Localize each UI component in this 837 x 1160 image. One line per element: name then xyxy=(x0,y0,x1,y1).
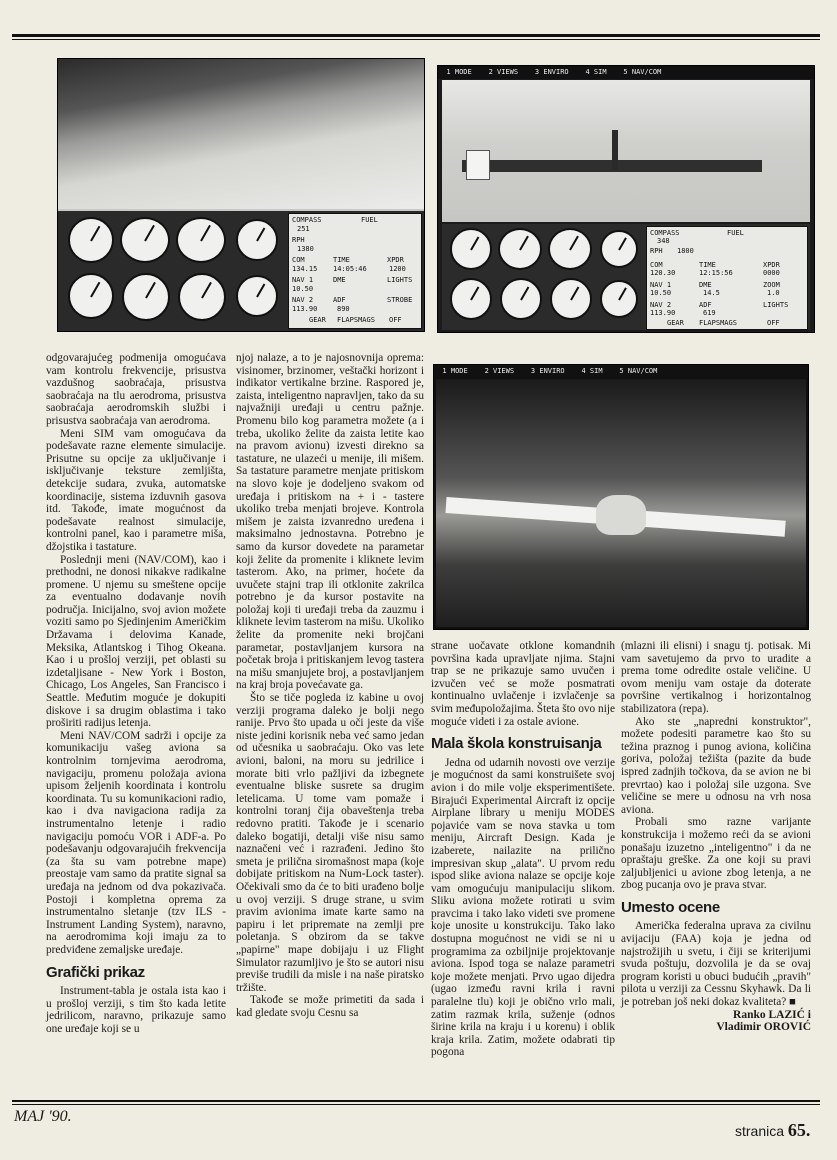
nav1-value: 10.50 xyxy=(292,285,314,293)
gear-label: GEAR xyxy=(667,319,684,327)
nav-gauge-1 xyxy=(600,230,638,268)
fuel-label: FUEL xyxy=(361,216,378,224)
nav2-label: NAV 2 xyxy=(292,296,314,304)
article-column-4 xyxy=(621,640,811,1034)
com-value: 120.30 xyxy=(650,269,676,277)
gear-label: GEAR xyxy=(309,316,326,324)
screenshot-cockpit-2 xyxy=(437,65,815,333)
off-label: OFF xyxy=(767,319,780,327)
altimeter-gauge xyxy=(176,217,226,263)
article-column-2 xyxy=(236,352,424,1019)
compass-value: 348 xyxy=(657,237,670,245)
section-heading: Mala škola konstruisanja xyxy=(431,735,602,753)
zoom-label: ZOOM xyxy=(763,281,780,289)
paragraph: (mlazni ili elisni) i snagu tj. potisak. Mi vam savetujemo da prvo to uradite a prema tome odredite ostale veličine. U ovom meniju vam ostaje da doterate površine vertikalnog i horizontalnog stabilizatora (repa). xyxy=(621,640,811,715)
article-column-1 xyxy=(46,352,226,1035)
com-value: 134.15 xyxy=(292,265,318,273)
paragraph: Probali smo razne varijante konstrukcija i možemo reći da se avioni ponašaju izuzetno „inteligentno" i da ne opraštaju greške. Za one koji su pravi zaljubljenici u avione zbog letenja, a ne zbog pucanja ovo je prava stvar. xyxy=(621,816,811,892)
time-label: TIME xyxy=(699,261,716,269)
compass-label: COMPASS xyxy=(650,229,680,237)
tower xyxy=(612,130,618,170)
time-value: 12:15:56 xyxy=(699,269,733,277)
paragraph: Ako ste „napredni konstruktor", možete podesiti parametre kao što su težina praznog i punog aviona, količina goriva, položaj težišta (pazite da bude ispred zadnjih točkova, da se avion ne bi prevrtao) kao i položaj sile uzgona. Sve veličine se mere u odnosu na vrh nosa aviona. xyxy=(621,715,811,816)
altimeter-gauge xyxy=(548,228,592,270)
dme-label: DME xyxy=(699,281,712,289)
instrument-panel xyxy=(58,211,424,331)
turn-gauge xyxy=(68,273,114,319)
nav-gauge-1 xyxy=(236,219,278,261)
radio-stack xyxy=(646,226,808,330)
vsi-gauge xyxy=(550,278,592,320)
vsi-gauge xyxy=(178,273,226,321)
off-label: OFF xyxy=(389,316,402,324)
adf-value: 619 xyxy=(703,309,716,317)
paragraph: Meni NAV/COM sadrži i opcije za komunikaciju vašeg aviona sa kontrolnim tornjevima aerodroma, navigaciju, promenu položaja aviona upisom željenih koordinata i kontrolu koordinata. Tu su komunikacioni radio, kao i dva navigaciona radija za instrumentalno letenje i radio navigaciju pomoću VOR i ADF-a. Po podešavanju odgovarajućih frekvencija (za šta su vam potrebne mape) preostaje vam samo da pratite signal sa uređaja na jednom od dva pokazivača. Postoji i kompletna oprema za instrumentalno sletanje (tzv ILS - Instrument Landing System), naravno, na aerodromima koji imaju za to predviđene zemaljske uređaje. xyxy=(46,729,226,956)
nav2-value: 113.90 xyxy=(292,305,318,313)
paragraph: Jedna od udarnih novosti ove verzije je mogućnost da sami konstruišete svoj avion i do mile volje eksperimentišete. Birajući Experimental Aircraft iz opcije Airplane library u meniju MODES pojaviće vam se nova stavka u tom meniju, Aircraft Design. Kada je izaberete, nailazite na prilično impresivan skup „alata". U prvom redu ispod slike aviona nalaze se opcije koje vam omogućuju manipulaciju slikom. Sliku aviona možete rotirati u svim pravcima i tako lako videti sve promene koje unosite u konstrukciju. Tako lako dostupna mogućnost ne vidi se ni u programima za ozbiljnije projektovanje aviona. Ispod toga se nalaze parametri koje možete menjati. Prvo ugao dijedra (ugao između ravni krila i ravni paralelne tlu) koji je obično vrlo mali, zatim razmak krila, suženje (odnos širine krila na kraju i u korenu) i oblik kraja krila. Zatim, možete odabrati tip pogona xyxy=(431,756,615,1059)
screenshot-cockpit-1 xyxy=(57,58,425,332)
top-rule-thin xyxy=(12,39,820,40)
lights-label: LIGHTS xyxy=(763,301,789,309)
dme-value: 14.5 xyxy=(703,289,720,297)
building xyxy=(466,150,490,180)
xpdr-label: XPDR xyxy=(387,256,404,264)
bottom-rule-thin xyxy=(12,1104,820,1105)
top-rule xyxy=(12,34,820,37)
section-heading: Umesto ocene xyxy=(621,898,720,916)
issue-label: MAJ '90. xyxy=(14,1108,72,1125)
paragraph: Što se tiče pogleda iz kabine u ovoj verziji programa daleko je bolji nego ranije. Prvo što upada u oči jeste da više niste jedini korisnik neba već samo jedan od učesnika u saobraćaju. Oko vas lete avioni, baloni, na moru su jedrilice i morate biti vrlo pažljivi da izbegnete eventualne bliske susrete sa drugim letelicama. U tome vam pomaže i kontrolni toranj čija obaveštenja treba redovno pratiti. Takođe je i scenario daleko bogatiji, detalji više nisu samo naznačeni već i razrađeni. Jedino što smeta je prilična siromašnost mapa (koje dobijate pritiskom na Num-Lock taster). Očekivali smo da će to biti urađeno bolje u ovoj verziji. S druge strane, u svim pravim avionima imate karte samo na papiru i let pripremate na zemlji pre poletanja. S obzirom da se takve „papirne" mape dobijaju i uz Flight Simulator razumljivo je što se autori nisu previše trudili da misle i na naše piratsko tržište. xyxy=(236,692,424,994)
turn-gauge xyxy=(450,278,492,320)
author-line-1: Ranko LAZIĆ i xyxy=(733,1008,811,1021)
section-heading: Grafički prikaz xyxy=(46,963,145,981)
page-label: stranica xyxy=(735,1123,785,1139)
heading-gauge xyxy=(500,278,542,320)
nav2-value: 113.90 xyxy=(650,309,676,317)
airspeed-gauge xyxy=(450,228,492,270)
rpm-value: 1380 xyxy=(297,245,314,253)
xpdr-label: XPDR xyxy=(763,261,780,269)
paragraph: Poslednji meni (NAV/COM), kao i prethodni, ne donosi nikakve radikalne promene. U njemu su smeštene opcije za eventualno dodavanje novih područja. Inicijalno, svoj avion možete voziti samo po Sjedinjenim Američkim Državama i delovima Kanade, Meksika, Atlantskog i Tihog Okeana. Kao i u prošloj verziji, pet oblasti su izdetaljisane - New York i Boston, Chicago, Los Angeles, San Francisco i Seattle. Međutim moguće je dokupiti diskove i sa drugim oblastima i tako proširiti radijus letenja. xyxy=(46,553,226,730)
paragraph: odgovarajućeg podmenija omogućava vam kontrolu frekvencije, prisustva vazdušnog saobraćaja, prisustva saobraćaja na tlu aerodroma, prisustva saobraćaja aerodromskih službi i prisustva saobraćaja van aerodroma. xyxy=(46,352,226,427)
fuel-label: FUEL xyxy=(727,229,744,237)
adf-value: 890 xyxy=(337,305,350,313)
page-footer xyxy=(735,1120,810,1141)
zoom-value: 1.0 xyxy=(767,289,780,297)
outside-view xyxy=(58,59,424,209)
paragraph: strane uočavate otklone komandnih površina kada upravljate njima. Stajni trap se ne prikazuje samo uvučen i izvučen već se može posmatrati kontinualno uvlačenje i izvlačenje sa svim međupoložajima. Šteta što ovo nije moguće videti i za ostale avione. xyxy=(431,640,615,728)
aircraft-fuselage xyxy=(596,495,646,535)
paragraph: Američka federalna uprava za civilnu avijaciju (FAA) koja je jedna od najstrožijih u svetu, i čiji se kriterijumi svuda poštuju, dozvolila je da se ovaj program koristi u obuci budućih „pravih" pilota u verziji za Cessnu Skyhawk. Da li je potreban još neki dokaz kvaliteta? ■ xyxy=(621,920,811,1009)
time-value: 14:05:46 xyxy=(333,265,367,273)
paragraph: njoj nalaze, a to je najosnovnija oprema: visinomer, brzinomer, veštački horizont i indikator vertikalne brzine. Raspored je, zaista, inteligentno napravljen, tako da su najvažniji uređaji u centru pažnje. Promenu bilo kog parametra možete (a i treba, ukoliko želite da zaista letite kao na pravom avionu) izvesti direkno sa tastature, ne ulazeći u menije, ili mišem. Sa tastature parametre menjate pritiskom na slovo koje je dodeljeno svakom od uređaja i pritiskom na + i - tastere ukoliko treba menjati brojeve. Kontrola mišem je zaista izvanredno uređena i maksimalno jednostavna. Potrebno je samo da kursor dovedete na parametar koji želite da promenite i kliknete levim tasterom. Ako, na primer, hoćete da uvučete stajni trap ili otklonite zakrilca potrebno je da kursor postavite na položaj koji ti uređaji treba da zauzmu i kliknete levim tasterom na mišu. Ukoliko želite da promenite neki brojčani parametar, postavljanjem kursora na početak broja i pritiskanjem levog tastera na mišu smanjujete broj, a postavljanjem na kraj broja povećavate ga. xyxy=(236,352,424,692)
airspeed-gauge xyxy=(68,217,114,263)
screenshot-aircraft-view xyxy=(433,364,809,630)
compass-label: COMPASS xyxy=(292,216,322,224)
nav-gauge-2 xyxy=(236,275,278,317)
xpdr-value: 1200 xyxy=(389,265,406,273)
sim-menu-bar: 1 MODE 2 VIEWS 3 ENVIRO 4 SIM 5 NAV/COM xyxy=(434,365,808,378)
attitude-gauge xyxy=(498,228,542,270)
attitude-gauge xyxy=(120,217,170,263)
page-number: 65. xyxy=(787,1120,811,1140)
lights-label: LIGHTS xyxy=(387,276,413,284)
time-label: TIME xyxy=(333,256,350,264)
outside-view xyxy=(442,80,810,222)
radio-stack xyxy=(288,213,422,329)
heading-gauge xyxy=(122,273,170,321)
nav-gauge-2 xyxy=(600,280,638,318)
nav1-label: NAV 1 xyxy=(292,276,314,284)
paragraph: Meni SIM vam omogućava da podešavate razne elemente simulacije. Prisutne su opcije za uključivanje i isključivanje teksture zemljišta, detekcije sudara, zvuka, automatske koordinacije, sistema izduvnih gasova itd. Takođe, imate mogućnost da podešavate realnost simulacije, kontrolni panel, kao i parametre miša, džojstika i tastature. xyxy=(46,427,226,553)
com-label: COM xyxy=(292,256,305,264)
article-column-3 xyxy=(431,640,615,1059)
compass-value: 251 xyxy=(297,225,310,233)
rpm-label: RPH xyxy=(650,247,663,255)
strobe-label: STROBE xyxy=(387,296,413,304)
flaps-label: FLAPSMAGS xyxy=(699,319,737,327)
flaps-label: FLAPSMAGS xyxy=(337,316,375,324)
rpm-value: 1800 xyxy=(677,247,694,255)
nav2-label: NAV 2 xyxy=(650,301,672,309)
paragraph: Instrument-tabla je ostala ista kao i u prošloj verziji, s tim što kada letite jedrilicom, naravno, prikazuje samo one uređaje koji se u xyxy=(46,985,226,1035)
com-label: COM xyxy=(650,261,663,269)
dme-label: DME xyxy=(333,276,346,284)
instrument-panel xyxy=(442,224,810,330)
outside-view xyxy=(436,379,806,627)
sim-menu-bar: 1 MODE 2 VIEWS 3 ENVIRO 4 SIM 5 NAV/COM xyxy=(438,66,814,79)
adf-label: ADF xyxy=(333,296,346,304)
xpdr-value: 0000 xyxy=(763,269,780,277)
adf-label: ADF xyxy=(699,301,712,309)
nav1-value: 10.50 xyxy=(650,289,672,297)
rpm-label: RPH xyxy=(292,236,305,244)
author-line-2: Vladimir OROVIĆ xyxy=(716,1021,811,1034)
paragraph: Takođe se može primetiti da sada i kad gledate svoju Cesnu sa xyxy=(236,994,424,1019)
bottom-rule xyxy=(12,1100,820,1102)
nav1-label: NAV 1 xyxy=(650,281,672,289)
